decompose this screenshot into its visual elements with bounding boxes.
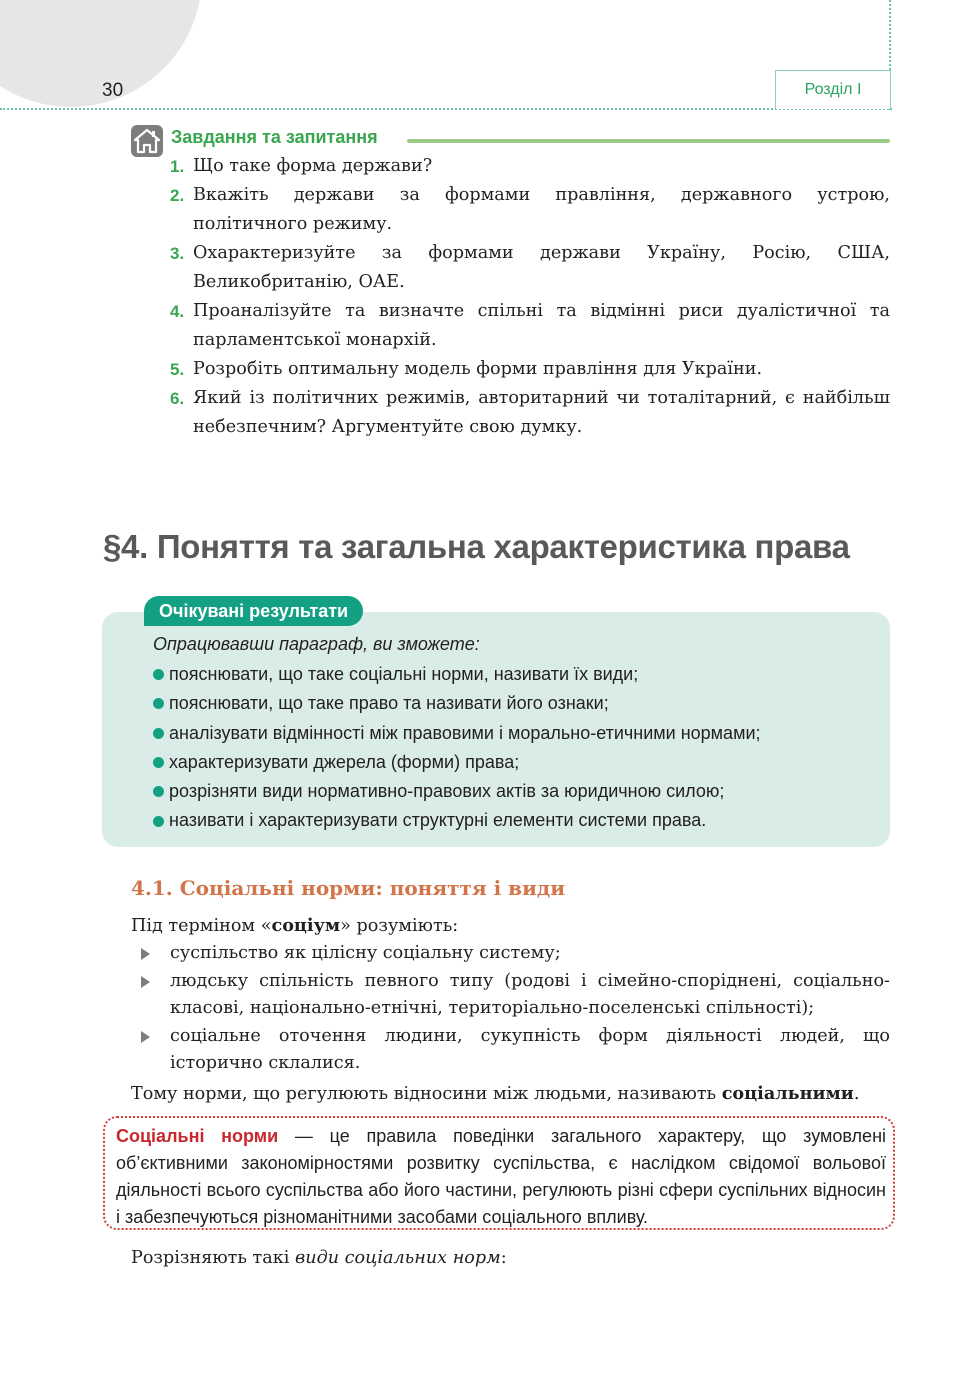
subsection-title: 4.1. Соціальні норми: поняття і види bbox=[131, 876, 566, 900]
conclusion-term: соціальними bbox=[721, 1083, 854, 1104]
result-text: аналізувати відмінності між правовими і морально-етичними нормами; bbox=[169, 722, 761, 743]
triangle-bullet-icon bbox=[141, 1031, 150, 1043]
result-item bbox=[153, 748, 761, 777]
task-number: 3. bbox=[170, 244, 185, 263]
list-item-text: соціальне оточення людини, сукупність форм діяльності людей, що історично склалися. bbox=[170, 1025, 890, 1073]
task-list bbox=[130, 152, 890, 442]
task-text: Який із політичних режимів, авторитарний чи тоталітарний, є найбільш небезпечним? Аргументуйте свою думку. bbox=[193, 388, 890, 437]
closing-text: Розрізняють такі bbox=[131, 1248, 295, 1268]
intro-text: Під терміном « bbox=[131, 916, 272, 936]
bullet-dot-icon bbox=[153, 786, 164, 797]
result-item bbox=[153, 660, 761, 689]
list-item bbox=[131, 968, 890, 1023]
list-item-text: людську спільність певного типу (родові і сімейно-споріднені, соціально-класові, національно-етнічні, територіально-поселенські спільності); bbox=[170, 970, 890, 1018]
bullet-dot-icon bbox=[153, 816, 164, 827]
task-number: 6. bbox=[170, 389, 185, 408]
result-item bbox=[153, 777, 761, 806]
task-item bbox=[130, 355, 890, 384]
task-text: Проаналізуйте та визначте спільні та відмінні риси дуалістичної та парламентської монархій. bbox=[193, 301, 890, 350]
task-text: Розробіть оптимальну модель форми правління для України. bbox=[193, 359, 763, 379]
conclusion-text-end: . bbox=[853, 1084, 860, 1104]
triangle-bullet-icon bbox=[141, 976, 150, 988]
task-item bbox=[130, 297, 890, 355]
definition-box bbox=[103, 1116, 895, 1230]
list-item bbox=[131, 940, 890, 968]
list-item bbox=[131, 1023, 890, 1078]
result-item bbox=[153, 689, 761, 718]
list-item-text: суспільство як цілісну соціальну систему; bbox=[170, 943, 561, 963]
section-tab-label: Розділ І bbox=[804, 81, 862, 98]
intro-text-end: » розуміють: bbox=[340, 916, 459, 936]
bullet-dot-icon bbox=[153, 728, 164, 739]
task-number: 4. bbox=[170, 302, 185, 321]
closing-italic: види соціальних норм bbox=[295, 1248, 501, 1268]
expected-results-badge: Очікувані результати bbox=[144, 596, 363, 626]
closing-paragraph bbox=[131, 1244, 507, 1273]
task-text: Вкажіть держави за формами правління, державного устрою, політичного режиму. bbox=[193, 185, 890, 234]
task-number: 1. bbox=[170, 157, 185, 176]
conclusion-text: Тому норми, що регулюють відносини між людьми, називають bbox=[131, 1084, 722, 1104]
tasks-rule bbox=[407, 139, 890, 143]
bullet-dot-icon bbox=[153, 698, 164, 709]
result-text: називати і характеризувати структурні елементи системи права. bbox=[169, 810, 707, 831]
task-text: Що таке форма держави? bbox=[193, 156, 433, 176]
task-text: Охарактеризуйте за формами держави Україну, Росію, США, Великобританію, ОАЕ. bbox=[193, 243, 890, 292]
expected-results-list bbox=[153, 660, 761, 836]
closing-text-end: : bbox=[500, 1248, 507, 1268]
socium-meaning-list bbox=[131, 940, 890, 1078]
task-item bbox=[130, 152, 890, 181]
section-heading: §4. Поняття та загальна характеристика права bbox=[103, 528, 850, 565]
task-number: 5. bbox=[170, 360, 185, 379]
triangle-bullet-icon bbox=[141, 948, 150, 960]
task-item bbox=[130, 239, 890, 297]
expected-results-intro: Опрацювавши параграф, ви зможете: bbox=[153, 634, 480, 654]
page-number: 30 bbox=[102, 80, 124, 101]
subsection-intro bbox=[131, 912, 458, 941]
corner-decoration bbox=[0, 0, 202, 107]
result-text: розрізняти види нормативно-правових актів за юридичною силою; bbox=[169, 781, 725, 802]
definition-term: Соціальні норми bbox=[116, 1126, 279, 1146]
result-text: пояснювати, що таке право та називати його ознаки; bbox=[169, 693, 609, 714]
tasks-title: Завдання та запитання bbox=[171, 127, 378, 147]
task-item bbox=[130, 384, 890, 442]
result-item bbox=[153, 806, 761, 835]
intro-term: соціум bbox=[271, 915, 341, 936]
header-divider bbox=[0, 108, 892, 110]
conclusion-paragraph bbox=[131, 1080, 859, 1109]
task-item bbox=[130, 181, 890, 239]
result-text: характеризувати джерела (форми) права; bbox=[169, 751, 520, 772]
result-text: пояснювати, що таке соціальні норми, називати їх види; bbox=[169, 664, 639, 684]
bullet-dot-icon bbox=[153, 669, 164, 680]
result-item bbox=[153, 719, 761, 748]
task-number: 2. bbox=[170, 186, 185, 205]
section-tab bbox=[775, 70, 891, 109]
bullet-dot-icon bbox=[153, 757, 164, 768]
definition-text: — це правила поведінки загального характеру, що зумовлені об’єктивними закономірностями розвитку суспільства, є наслідком свідомої вольової діяльності всього суспільства або його частини, регулюють різні сфери суспільних відносин і забезпечуються різноманітними засобами соціального впливу. bbox=[116, 1126, 887, 1227]
